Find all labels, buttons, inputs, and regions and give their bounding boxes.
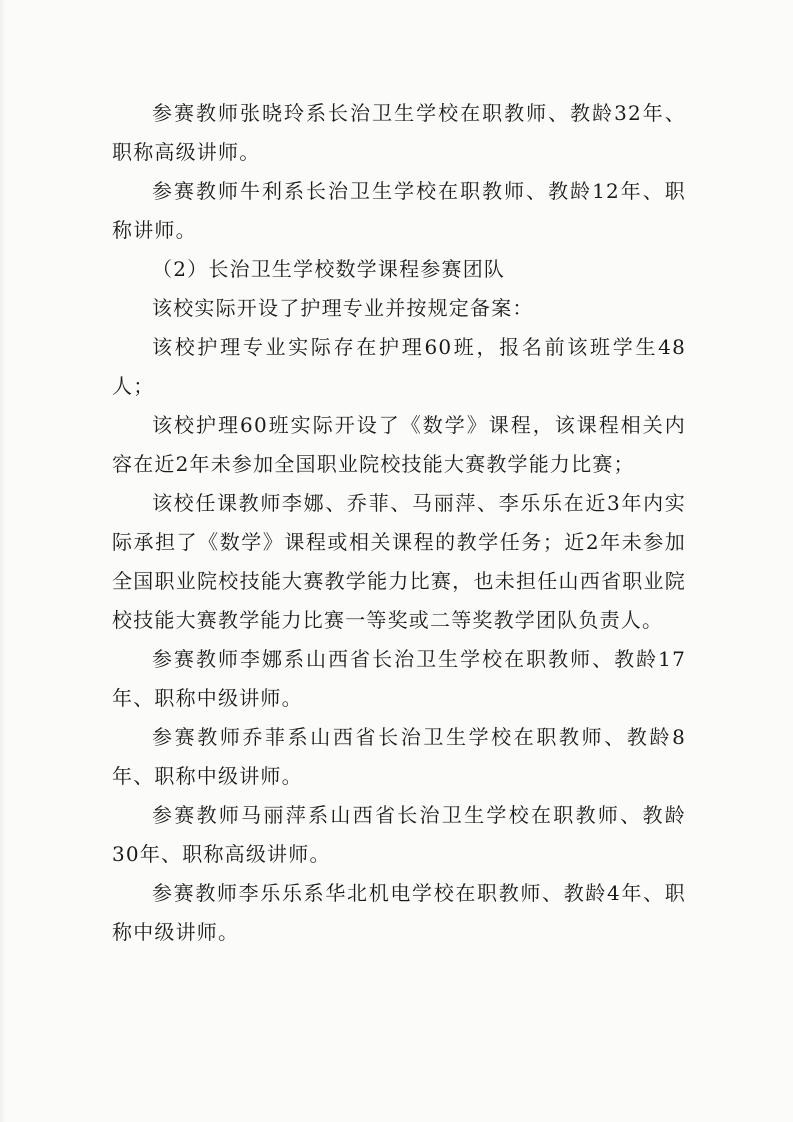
paragraph-teacher-niu: 参赛教师牛利系长治卫生学校在职教师、教龄12年、职称讲师。 [112, 179, 686, 242]
document-body [112, 94, 686, 952]
scan-edge-shadow [0, 0, 6, 1122]
section-heading-math-team: （2）长治卫生学校数学课程参赛团队 [152, 257, 506, 281]
paragraph-teacher-qiao: 参赛教师乔菲系山西省长治卫生学校在职教师、教龄8年、职称中级讲师。 [112, 725, 686, 788]
paragraph-teaching-team: 该校任课教师李娜、乔菲、马丽萍、李乐乐在近3年内实际承担了《数学》课程或相关课程的教学任务；近2年未参加全国职业院校技能大赛教学能力比赛，也未担任山西省职业院校技能大赛教学能力比赛一等奖或二等奖教学团队负责人。 [112, 491, 686, 632]
paragraph-major-setup: 该校实际开设了护理专业并按规定备案： [152, 296, 534, 320]
paragraph-course-info: 该校护理60班实际开设了《数学》课程，该课程相关内容在近2年未参加全国职业院校技能大赛教学能力比赛； [112, 413, 686, 476]
paragraph-class-info: 该校护理专业实际存在护理60班，报名前该班学生48人； [112, 335, 686, 398]
paragraph-teacher-li-lele: 参赛教师李乐乐系华北机电学校在职教师、教龄4年、职称中级讲师。 [112, 881, 686, 944]
paragraph-teacher-zhang: 参赛教师张晓玲系长治卫生学校在职教师、教龄32年、职称高级讲师。 [112, 101, 686, 164]
paragraph-teacher-ma: 参赛教师马丽萍系山西省长治卫生学校在职教师、教龄30年、职称高级讲师。 [112, 803, 686, 866]
paragraph-teacher-li-na: 参赛教师李娜系山西省长治卫生学校在职教师、教龄17年、职称中级讲师。 [112, 647, 686, 710]
